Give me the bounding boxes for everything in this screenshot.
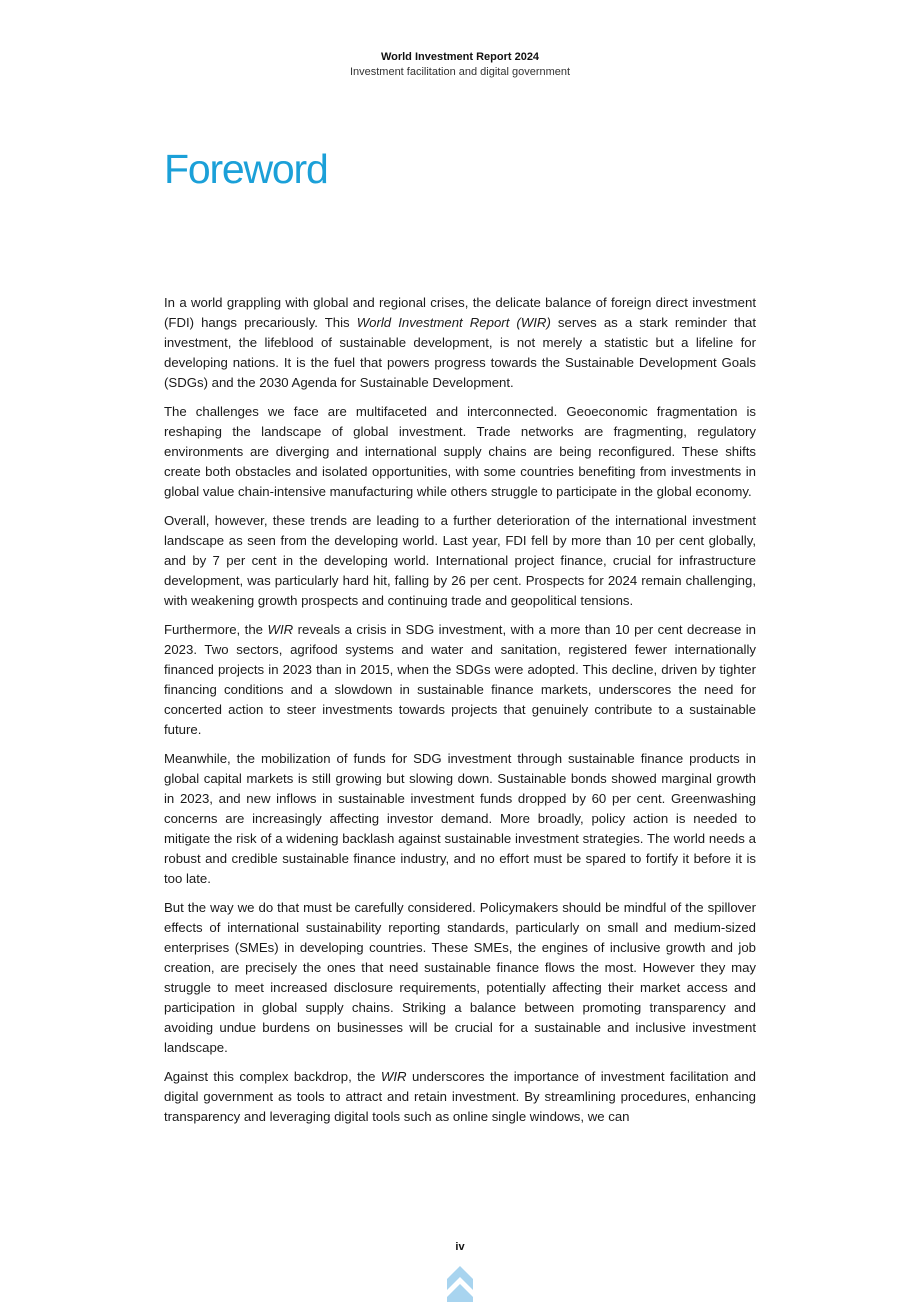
paragraph-1 [164, 293, 756, 393]
paragraph-7-text-a: Against this complex backdrop, the [164, 1069, 381, 1084]
page-number: iv [455, 1241, 465, 1253]
foreword-body [164, 293, 756, 1136]
page-title: Foreword [164, 146, 328, 192]
paragraph-5: Meanwhile, the mobilization of funds for SDG investment through sustainable finance products in global capital markets is still growing but slowing down. Sustainable bonds showed marginal growth in 2023, and new inflows in sustainable investment funds dropped by 60 per cent. Greenwashing concerns are increasingly affecting investor demand. More broadly, policy action is needed to mitigate the risk of a widening backlash against sustainable investment strategies. The world needs a robust and credible sustainable finance industry, and no effort must be spared to fortify it before it is too late. [164, 751, 756, 886]
paragraph-1-text-c: serves as a stark reminder that investment, the lifeblood of sustainable development, is not merely a statistic but a lifeline for developing nations. It is the fuel that powers progress towards the Sustainable Development Goals (SDGs) and the 2030 Agenda for Sustainable Development. [164, 315, 756, 390]
report-title: World Investment Report 2024 [380, 51, 540, 63]
paragraph-1-report-name: World Investment Report (WIR) [356, 315, 551, 330]
paragraph-7-report-abbrev: WIR [380, 1069, 407, 1084]
paragraph-1-text-a: In a world grappling with global and regional crises, the delicate balance of foreign direct investment (FDI) hangs precariously. This [164, 295, 756, 330]
paragraph-7 [164, 1067, 756, 1127]
running-header [0, 50, 920, 80]
paragraph-4-report-abbrev: WIR [267, 622, 294, 637]
report-subtitle: Investment facilitation and digital government [349, 66, 571, 78]
paragraph-4-text-a: Furthermore, the [164, 622, 268, 637]
paragraph-2: The challenges we face are multifaceted and interconnected. Geoeconomic fragmentation is reshaping the landscape of global investment. Trade networks are fragmenting, regulatory environments are diverging and international supply chains are being reconfigured. These shifts create both obstacles and isolated opportunities, with some countries benefiting from investments in global value chain-intensive manufacturing while others struggle to participate in the global economy. [164, 404, 756, 499]
scroll-up-button[interactable] [446, 1264, 474, 1302]
paragraph-3: Overall, however, these trends are leading to a further deterioration of the international investment landscape as seen from the developing world. Last year, FDI fell by more than 10 per cent globally, and by 7 per cent in the developing world. International project finance, crucial for infrastructure development, was particularly hard hit, falling by 26 per cent. Prospects for 2024 remain challenging, with weakening growth prospects and continuing trade and geopolitical tensions. [164, 513, 756, 608]
paragraph-4 [164, 620, 756, 740]
paragraph-7-text-c: underscores the importance of investment facilitation and digital government as tools to attract and retain investment. By streamlining procedures, enhancing transparency and leveraging digital tools such as online single windows, we can [164, 1069, 756, 1124]
chevron-up-icon [446, 1264, 474, 1302]
paragraph-4-text-c: reveals a crisis in SDG investment, with a more than 10 per cent decrease in 2023. Two sectors, agrifood systems and water and sanitation, registered fewer internationally financed projects in 2023 than in 2015, when the SDGs were adopted. This decline, driven by tighter financing conditions and a slowdown in sustainable finance markets, underscores the need for concerted action to steer investments towards projects that genuinely contribute to a sustainable future. [164, 622, 757, 737]
paragraph-6: But the way we do that must be carefully considered. Policymakers should be mindful of the spillover effects of international sustainability reporting standards, particularly on small and medium-sized enterprises (SMEs) in developing countries. These SMEs, the engines of inclusive growth and job creation, are precisely the ones that need sustainable finance flows the most. However they may struggle to meet increased disclosure requirements, potentially affecting their market access and participation in global supply chains. Striking a balance between promoting transparency and avoiding undue burdens on businesses will be crucial for a sustainable and inclusive investment landscape. [164, 900, 756, 1055]
